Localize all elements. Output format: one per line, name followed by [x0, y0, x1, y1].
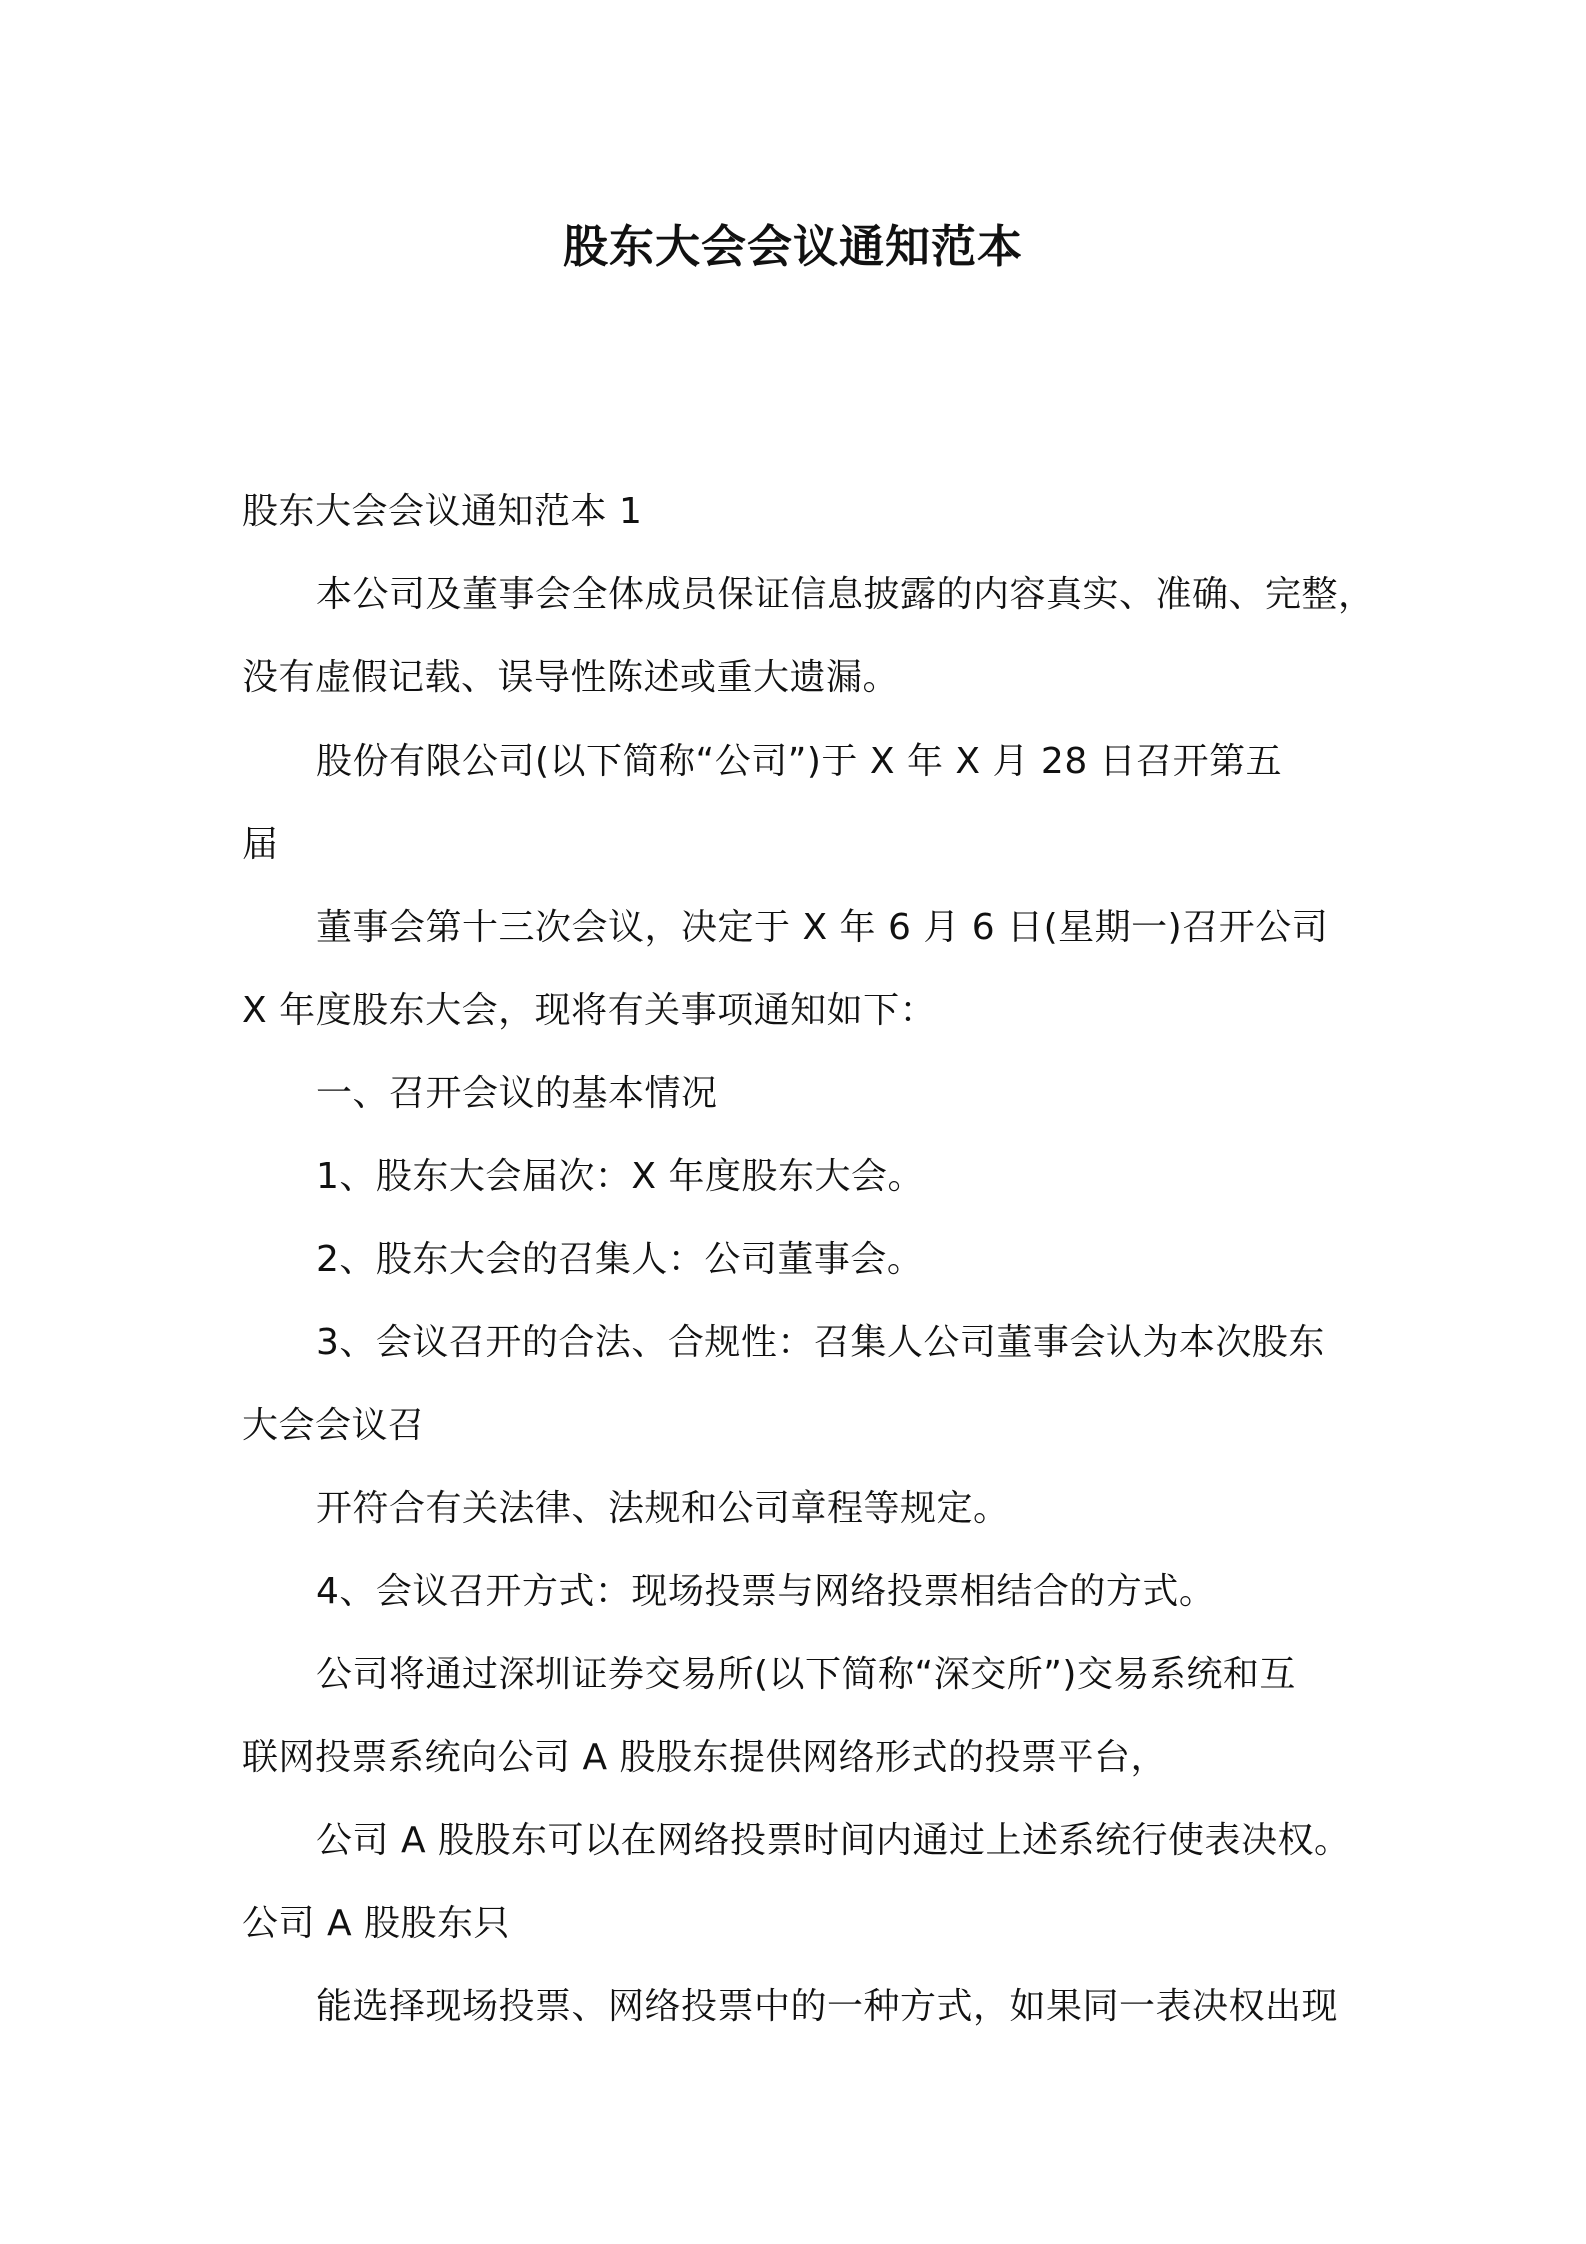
paragraph-line: 本公司及董事会全体成员保证信息披露的内容真实、准确、完整， — [316, 574, 1375, 615]
paragraph-line: 开符合有关法律、法规和公司章程等规定。 — [316, 1488, 1010, 1529]
paragraph-line: 公司 A 股股东可以在网络投票时间内通过上述系统行使表决权。 — [316, 1820, 1351, 1861]
paragraph-line: 1、股东大会届次：X 年度股东大会。 — [316, 1156, 925, 1197]
paragraph-line: 公司 A 股股东只 — [242, 1903, 511, 1944]
paragraph-line: 一、召开会议的基本情况 — [316, 1073, 718, 1114]
paragraph-line: 大会会议召 — [242, 1405, 425, 1446]
paragraph-line: 2、股东大会的召集人：公司董事会。 — [316, 1239, 924, 1280]
document-title: 股东大会会议通知范本 — [562, 220, 1023, 273]
paragraph-line: 公司将通过深圳证券交易所(以下简称“深交所”)交易系统和互 — [316, 1654, 1296, 1695]
paragraph-line: 3、会议召开的合法、合规性：召集人公司董事会认为本次股东 — [316, 1322, 1325, 1363]
paragraph-line: 4、会议召开方式：现场投票与网络投票相结合的方式。 — [316, 1571, 1216, 1612]
paragraph-line: X 年度股东大会，现将有关事项通知如下： — [242, 990, 937, 1031]
paragraph-line: 能选择现场投票、网络投票中的一种方式，如果同一表决权出现 — [316, 1986, 1339, 2027]
paragraph-line: 没有虚假记载、误导性陈述或重大遗漏。 — [242, 657, 900, 698]
section-heading: 股东大会会议通知范本 1 — [242, 491, 643, 532]
paragraph-line: 届 — [242, 824, 279, 865]
paragraph-line: 联网投票系统向公司 A 股股东提供网络形式的投票平台， — [242, 1737, 1168, 1778]
paragraph-line: 董事会第十三次会议，决定于 X 年 6 月 6 日(星期一)召开公司 — [316, 907, 1329, 948]
paragraph-line: 股份有限公司(以下简称“公司”)于 X 年 X 月 28 日召开第五 — [316, 741, 1283, 782]
